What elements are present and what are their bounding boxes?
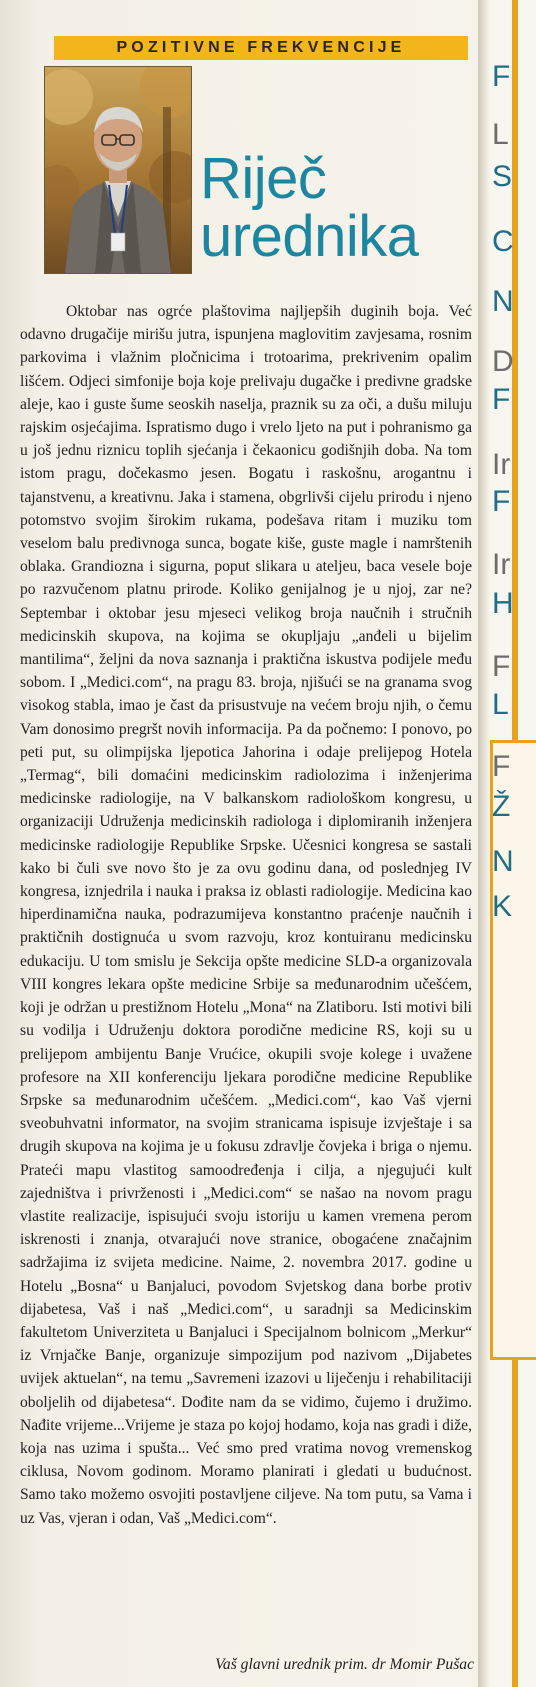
editor-signature: Vaš glavni urednik prim. dr Momir Pušac	[215, 1656, 474, 1673]
headline-line-2: urednika	[200, 204, 419, 269]
headline	[200, 146, 419, 269]
adjacent-page-fragment: Ž	[492, 790, 511, 823]
page-gutter	[478, 0, 490, 1687]
adjacent-page-fragment: N	[492, 285, 514, 318]
headline-line-1: Riječ	[200, 146, 327, 211]
editorial-body: Oktobar nas ogrće plaštovima najljepših duginih boja. Već odavno drugačije mirišu jutra, ispunjena maglovitim zavjesama, rosnim parkovima i vlažnim pločnicima i trotoarima, prekrivenim opalim lišćem. Odjeci simfonije boja koje prelivaju dugačke i predivne gradske aleje, kao i guste šume seoskih naselja, praznik su za oči, a dušu miluju rajskim osjećajima. Ispratismo dugo i vrelo ljeto na put i pohranismo ga u još jednu riznicu toplih sjećanja i čekaonicu godišnjih doba. Na tom istom pragu, dočekasmo jesen. Bogatu i raskošnu, arogantnu i tajanstvenu, a kreativnu. Jaka i stamena, obgrlivši cijelu prirodu i njeno potomstvo svojim širokim rukama, podešava ritam i muziku tom veselom balu predivnoga sunca, bogate kiše, guste magle i namrštenih oblaka. Grandiozna i sigurna, poput slikara u ateljeu, baca vesele boje po razvučenom platnu prirode. Koliko genijalnog je u njoj, zar ne? Septembar i oktobar jesu mjeseci velikog broja naučnih i stručnih medicinskih skupova, na kojima se okupljaju „anđeli u bijelim mantilima“, željni da nova saznanja i praktična iskustva podijele među sobom. I „Medici.com“, na pragu 83. broja, njišući se na granama svog visokog stabla, imao je čast da prisustvuje na većem broju njih, o čemu Vam donosimo pregršt novih informacija. Pa da počnemo: I ponovo, po peti put, su olimpijska ljepotica Jahorina i odaje prelijepog Hotela „Termag“, bili domaćini medicinskim radiolozima i inženjerima medicinske radiologije, na V balkanskom radiološkom kongresu, u organizaciji Udruženja medicinskih radiologa i diplomiranih inženjera medicinske radiologije Republike Srpske. Učesnici kongresa se sastali kako bi čuli sve novo što je za ovu godinu dana, od poslednjeg IV kongresa, iznjedrila i nauka i praksa iz oblasti radiologije. Medicina kao hiperdinamična nauka, podrazumijeva konstantno praćenje naučnih i praktičnih dostignuća u svom razvoju, kroz kontuiranu medicinsku edukaciju. U tom smislu je Sekcija opšte medicine SLD-a organizovala VIII kongres lekara opšte medicine Srbije sa međunarodnim učešćem, koji je održan u prestižnom Hotelu „Mona“ na Zlatiboru. Isti motivi bili su vodilja i Udruženju doktora porodične medicine RS, koji su u prelijepom ambijentu Banje Vrućice, okupili svoje kolege i uvažene profesore na XII konferenciju ljekara porodične medicine Republike Srpske sa međunarodnim učešćem. „Medici.com“, kao Vaš vjerni sveobuhvatni informator, na svojim stranicama ispisuje izvještaje i sa drugih skupova na kojima je u fokusu zdravlje čovjeka i briga o njemu. Prateći mapu vlastitog samoodređenja i cilja, a njegujući kult zajedništva i privrženosti i „Medici.com“ se našao na novom pragu vlastite realizacije, ispisujući svoju istoriju u kamen vremena perom iskrenosti i znanja, otvarajući nove stranice, obogaćene značajnim sadržajima iz svijeta medicine. Naime, 2. novembra 2017. godine u Hotelu „Bosna“ u Banjaluci, povodom Svjetskog dana borbe protiv dijabetesa, Vaš i naš „Medici.com“, u saradnji sa Medicinskim fakultetom Univerziteta u Banjaluci i Specijalnom bolnicom „Merkur“ iz Vrnjačke Banje, organizuje simpozijum pod nazivom „Dijabetes uvijek aktuelan“, na temu „Savremeni izazovi u liječenju i rehabilitaciji oboljelih od dijabetesa“. Dođite nam da se vidimo, čujemo i družimo. Nađite vrijeme...Vrijeme je staza po kojoj hodamo, koja nas gradi i diže, koja nas uzima i spušta... Već smo pred vratima novog vremenskog ciklusa, Novom godinom. Moramo planirati i gledati u budućnost. Samo tako možemo osvojiti postavljene ciljeve. Na tom putu, sa Vama i uz Vas, vjeran i odan, Vaš „Medici.com“.	[20, 303, 473, 1527]
adjacent-page-fragment: D	[492, 345, 514, 378]
section-label: POZITIVNE FREKVENCIJE	[54, 36, 468, 60]
adjacent-page-fragment: N	[492, 845, 514, 878]
adjacent-page-fragment: H	[492, 587, 514, 620]
adjacent-page-fragment: Ir	[492, 548, 511, 581]
adjacent-page-fragment: F	[492, 485, 511, 518]
adjacent-page-fragment: K	[492, 890, 513, 923]
adjacent-page-fragment: L	[492, 688, 509, 721]
adjacent-page-fragment: Ir	[492, 448, 511, 481]
adjacent-page-fragment: L	[492, 118, 509, 151]
adjacent-page-fragment: F	[492, 383, 511, 416]
adjacent-box	[490, 740, 536, 1360]
editor-photo	[44, 66, 192, 274]
adjacent-page-fragment: S	[492, 160, 513, 193]
adjacent-page-fragment: C	[492, 225, 514, 258]
adjacent-page-fragment: F	[492, 650, 511, 683]
adjacent-page	[490, 0, 536, 1687]
adjacent-page-fragment: F	[492, 750, 511, 783]
adjacent-page-fragment: F	[492, 60, 511, 93]
